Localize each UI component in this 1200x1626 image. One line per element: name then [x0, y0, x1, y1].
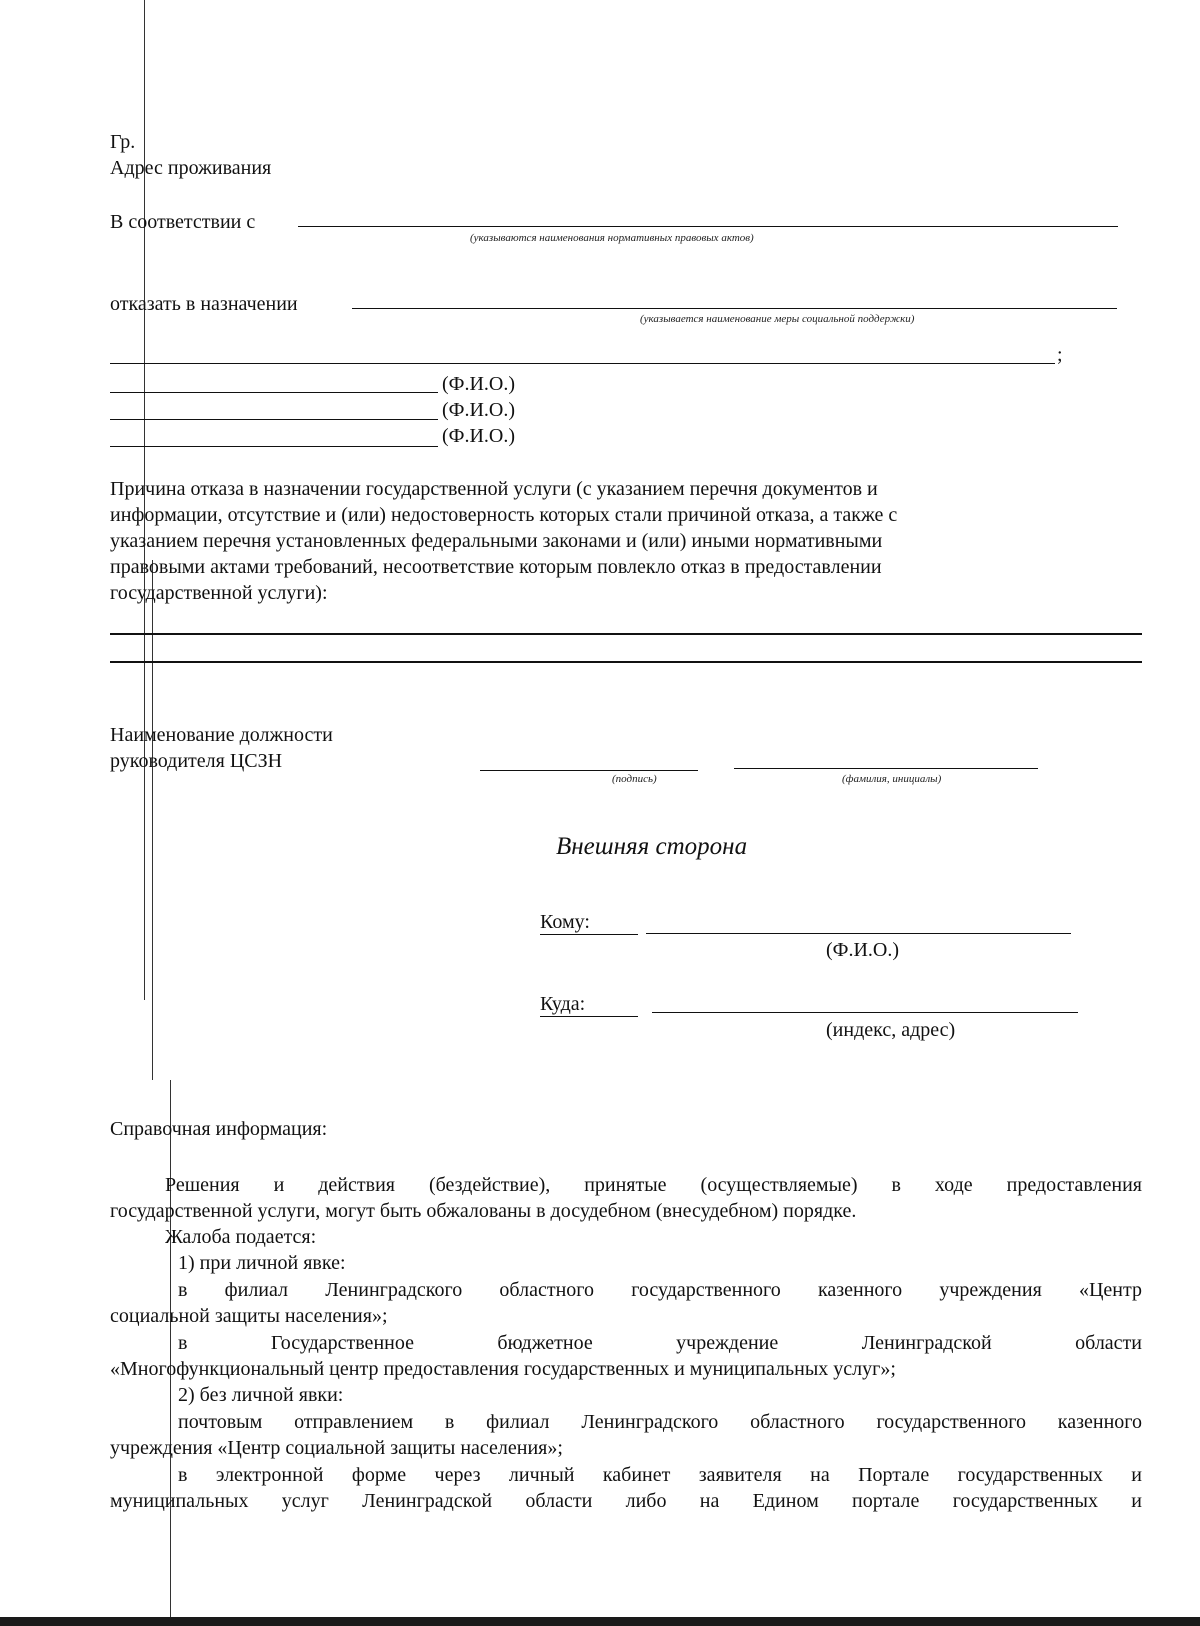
reference-item2b-line1: в электронной форме через личный кабинет заявителя на Портале государственных и	[178, 1464, 1142, 1486]
reference-item2: 2) без личной явки:	[178, 1384, 344, 1406]
reason-line-1: Причина отказа в назначении государственной услуги (с указанием перечня документов и	[110, 478, 878, 500]
reference-p1-line1: Решения и действия (бездействие), принятые (осуществляемые) в ходе предоставления	[165, 1174, 1142, 1196]
reason-fill-line-2	[110, 661, 1142, 663]
reason-line-5: государственной услуги):	[110, 582, 328, 604]
where-hint: (индекс, адрес)	[826, 1019, 956, 1041]
citizen-label: Гр.	[110, 131, 136, 153]
fio-line-2	[110, 419, 438, 420]
refuse-hint: (указывается наименование меры социальной поддержки)	[640, 313, 915, 325]
reason-fill-line-1	[110, 633, 1142, 635]
where-label: Куда:	[540, 992, 638, 1017]
signature-hint: (подпись)	[612, 773, 657, 785]
name-line	[734, 768, 1038, 769]
to-fill-line	[646, 933, 1071, 934]
scan-artifact-line	[170, 1080, 171, 1620]
refuse-fill-line	[352, 308, 1117, 309]
reference-complaint: Жалоба подается:	[165, 1226, 317, 1248]
fio-label-3: (Ф.И.О.)	[442, 425, 516, 447]
name-hint: (фамилия, инициалы)	[842, 773, 942, 785]
scan-artifact-line	[152, 560, 153, 1080]
fio-line-3	[110, 446, 438, 447]
reference-item1b-line2: «Многофункциональный центр предоставления государственных и муниципальных услуг»;	[110, 1358, 896, 1380]
reason-line-2: информации, отсутствие и (или) недостоверность которых стали причиной отказа, а также с	[110, 504, 898, 526]
accordance-fill-line	[298, 226, 1118, 227]
accordance-label: В соответствии с	[110, 211, 256, 233]
to-label: Кому:	[540, 910, 638, 935]
reason-line-4: правовыми актами требований, несоответствие которым повлекло отказ в предоставлении	[110, 556, 882, 578]
position-label-line-2: руководителя ЦСЗН	[110, 750, 283, 772]
envelope-title: Внешняя сторона	[556, 833, 748, 860]
reference-title: Справочная информация:	[110, 1118, 328, 1140]
accordance-hint: (указываются наименования нормативных правовых актов)	[470, 232, 754, 244]
fio-line-1	[110, 392, 438, 393]
reference-item2a-line1: почтовым отправлением в филиал Ленинградского областного государственного казенного	[178, 1411, 1142, 1433]
to-hint: (Ф.И.О.)	[826, 939, 900, 961]
refuse-continuation-line	[110, 363, 1055, 364]
fio-label-2: (Ф.И.О.)	[442, 399, 516, 421]
where-fill-line	[652, 1012, 1078, 1013]
semicolon: ;	[1057, 344, 1063, 366]
reference-item2b-line2: муниципальных услуг Ленинградской области либо на Едином портале государственных и	[110, 1490, 1142, 1512]
scan-bottom-edge	[0, 1617, 1200, 1626]
fio-label-1: (Ф.И.О.)	[442, 373, 516, 395]
reference-p1-line2: государственной услуги, могут быть обжалованы в досудебном (внесудебном) порядке.	[110, 1200, 857, 1222]
position-label-line-1: Наименование должности	[110, 724, 333, 746]
reference-item1a-line2: социальной защиты населения»;	[110, 1305, 388, 1327]
reference-item2a-line2: учреждения «Центр социальной защиты населения»;	[110, 1437, 563, 1459]
reference-item1: 1) при личной явке:	[178, 1252, 346, 1274]
refuse-label: отказать в назначении	[110, 293, 298, 315]
signature-line	[480, 770, 698, 771]
reason-line-3: указанием перечня установленных федеральными законами и (или) иными нормативными	[110, 530, 883, 552]
reference-item1b-line1: в Государственное бюджетное учреждение Ленинградской области	[178, 1332, 1142, 1354]
address-label: Адрес проживания	[110, 157, 272, 179]
reference-item1a-line1: в филиал Ленинградского областного государственного казенного учреждения «Центр	[178, 1279, 1142, 1301]
